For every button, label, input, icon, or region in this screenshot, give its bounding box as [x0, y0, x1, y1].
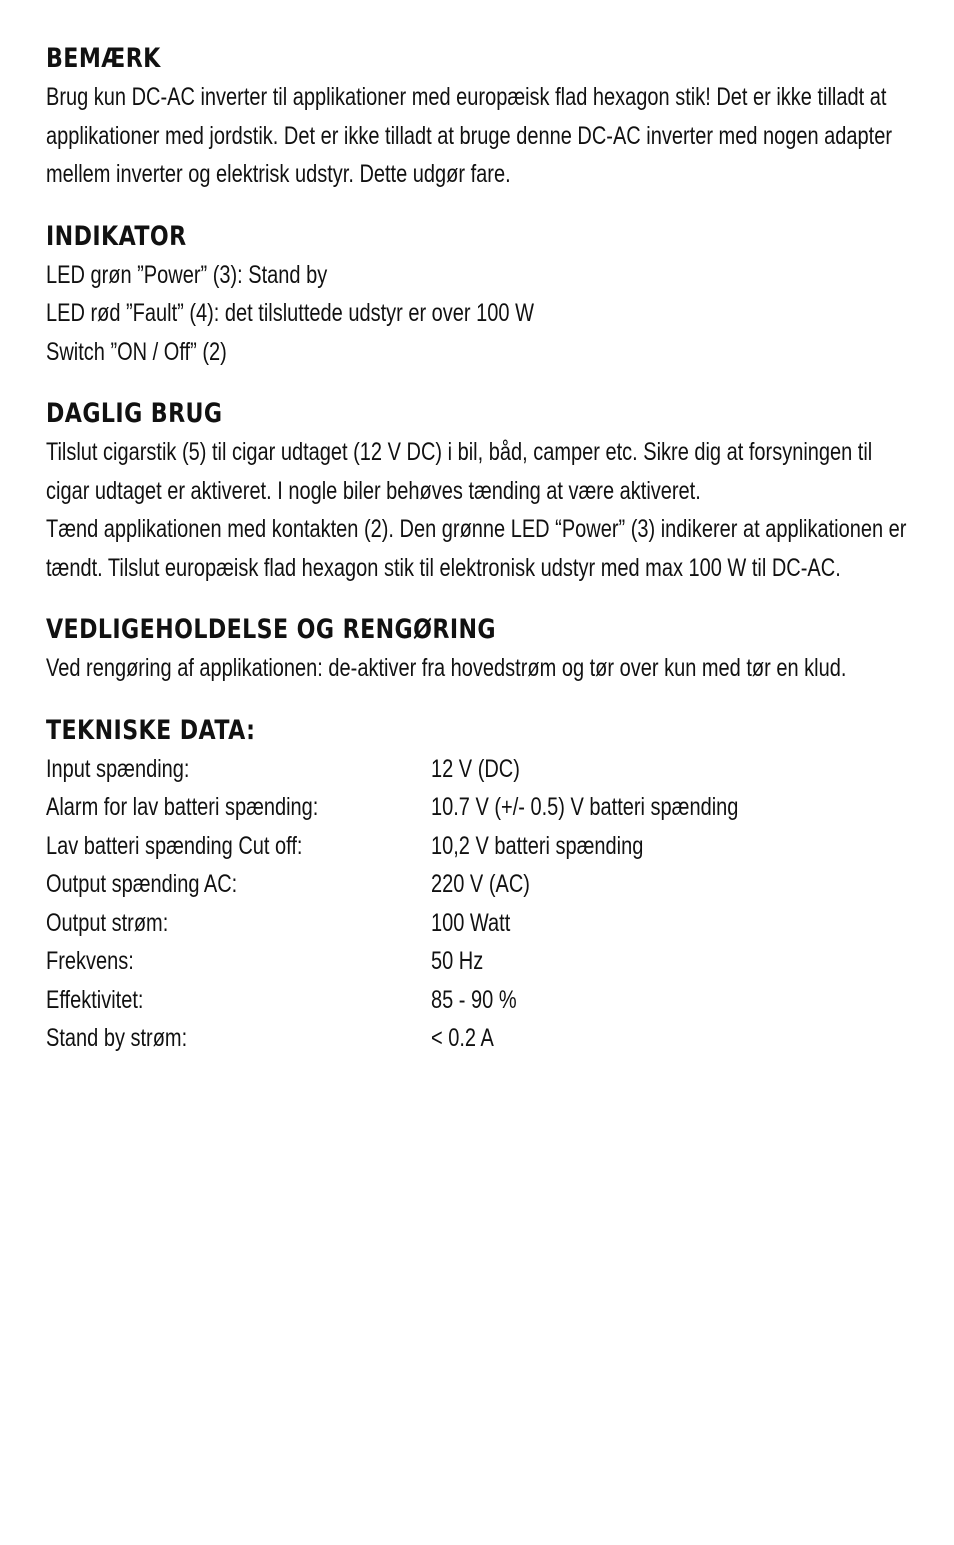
- spec-value: 10,2 V batteri spænding: [431, 831, 644, 860]
- section-heading: BEMÆRK: [46, 43, 161, 74]
- spec-value: 100 Watt: [431, 908, 511, 937]
- spec-row: [46, 865, 815, 904]
- section-heading: DAGLIG BRUG: [46, 398, 223, 429]
- spec-value: < 0.2 A: [431, 1024, 494, 1052]
- section-paragraph: Ved rengøring af applikationen: de-aktiver fra hovedstrøm og tør over kun med tør en klud.: [46, 654, 847, 682]
- section-paragraph: Tilslut cigarstik (5) til cigar udtaget (12 V DC) i bil, båd, camper etc. Sikre dig at forsyningen til cigar udtaget er aktiveret. I nogle biler behøves tænding at være aktiveret.: [46, 438, 873, 505]
- spec-value: 10.7 V (+/- 0.5) V batteri spænding: [431, 793, 739, 821]
- spec-label: Output spænding AC:: [46, 870, 238, 898]
- section-paragraph: Brug kun DC-AC inverter til applikationer med europæisk flad hexagon stik! Det er ikke tilladt at applikationer med jordstik. Det er ikke tilladt at bruge denne DC-AC inverter med nogen adapter mellem inverter og elektrisk udstyr. Dette udgør fare.: [46, 83, 892, 188]
- spec-label: Stand by strøm:: [46, 1024, 188, 1052]
- spec-row: [46, 981, 815, 1020]
- spec-value: 12 V (DC): [431, 754, 520, 783]
- section-heading: TEKNISKE DATA:: [46, 714, 256, 746]
- manual-page: [46, 40, 916, 1082]
- spec-label: Output strøm:: [46, 908, 169, 937]
- spec-row: [46, 788, 815, 827]
- spec-row: [46, 750, 815, 789]
- spec-row: [46, 1019, 815, 1058]
- section-vedligeholdelse: [46, 611, 916, 688]
- spec-label: Input spænding:: [46, 754, 190, 783]
- spec-label: Lav batteri spænding Cut off:: [46, 831, 303, 860]
- spec-label: Alarm for lav batteri spænding:: [46, 793, 319, 821]
- section-tekniske-data: [46, 712, 916, 1058]
- spec-table: [46, 750, 815, 1058]
- section-daglig-brug: [46, 395, 916, 587]
- indicator-line: Switch ”ON / Off” (2): [46, 337, 227, 366]
- spec-row: [46, 904, 815, 943]
- spec-row: [46, 942, 815, 981]
- spec-row: [46, 827, 815, 866]
- section-paragraph: Tænd applikationen med kontakten (2). Den grønne LED “Power” (3) indikerer at applikationen er tændt. Tilslut europæisk flad hexagon stik til elektronisk udstyr med max 100 W til DC-AC.: [46, 515, 907, 582]
- section-heading: VEDLIGEHOLDELSE OG RENGØRING: [46, 614, 497, 645]
- indicator-line: LED rød ”Fault” (4): det tilsluttede udstyr er over 100 W: [46, 299, 534, 327]
- spec-value: 50 Hz: [431, 947, 484, 975]
- section-indikator: [46, 218, 916, 372]
- spec-label: Effektivitet:: [46, 985, 144, 1014]
- section-bemaerk: [46, 40, 916, 194]
- spec-label: Frekvens:: [46, 947, 134, 975]
- indicator-line: LED grøn ”Power” (3): Stand by: [46, 260, 328, 289]
- section-heading: INDIKATOR: [46, 220, 187, 252]
- spec-value: 220 V (AC): [431, 870, 530, 898]
- spec-value: 85 - 90 %: [431, 985, 517, 1014]
